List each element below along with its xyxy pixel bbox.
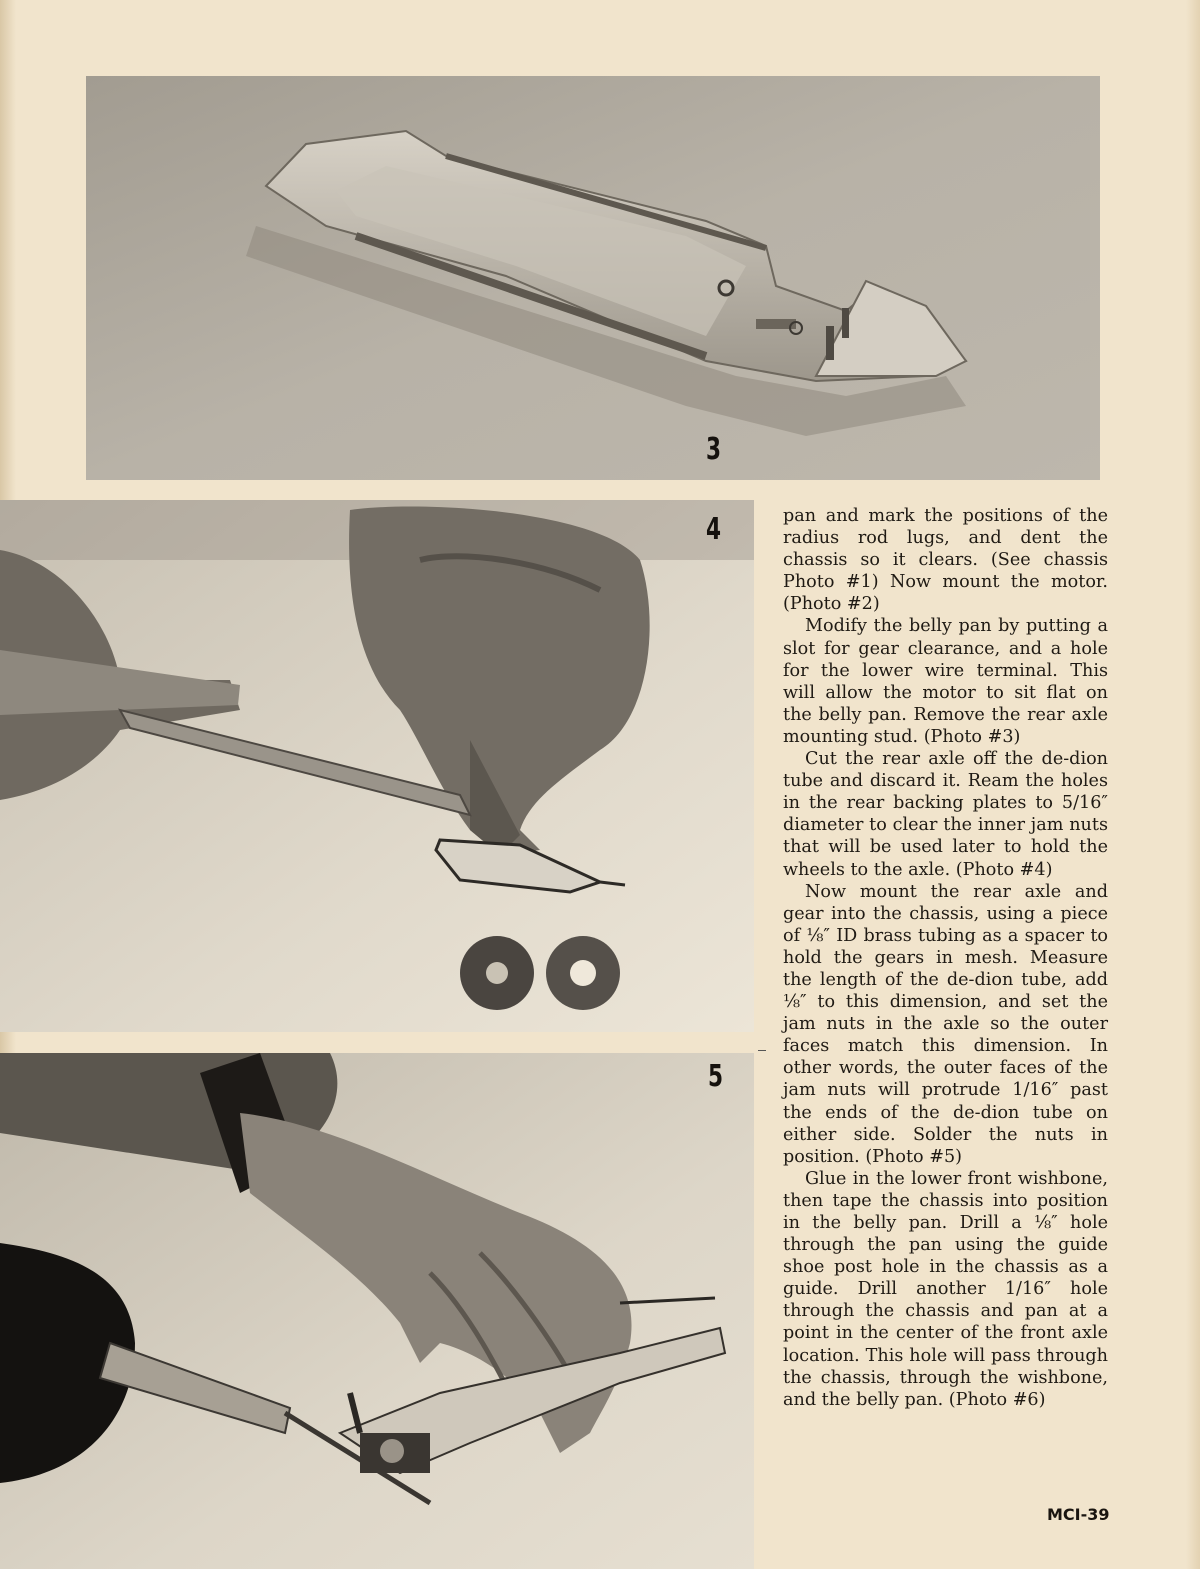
- page-edge-right: [1186, 0, 1200, 1569]
- article-paragraph-4: Now mount the rear axle and gear into the chassis, using a piece of ⅛″ ID brass tubing as a spacer to hold the gears in mesh. Measure the length of the de-dion tube, add ⅛″ to this dimension, and set the jam nuts in the axle so the outer faces match this dimension. In other words, the outer faces of the jam nuts will protrude 1/16″ past the ends of the de-dion tube on either side. Solder the nuts in position. (Photo #5): [783, 881, 1108, 1167]
- chassis-pan-photo: [86, 76, 1100, 480]
- page-folio: MCI-39: [1047, 1505, 1110, 1524]
- soldering-axle-photo: [0, 1053, 754, 1569]
- belly-pan-and-wheels-photo: [0, 500, 754, 1032]
- belly-pan-and-wheels-image: [0, 500, 754, 1032]
- soldering-axle-image: [0, 1053, 754, 1569]
- article-paragraph-1: pan and mark the positions of the radius rod lugs, and dent the chassis so it clears. (See chassis Photo #1) Now mount the motor. (Photo #2): [783, 506, 1108, 615]
- layout-tick-mark: [758, 1050, 766, 1051]
- photo-number-4: 4: [706, 512, 722, 547]
- chassis-pan-image: [86, 76, 1100, 480]
- photo-number-3: 3: [706, 432, 722, 467]
- article-paragraph-5: Glue in the lower front wishbone, then tape the chassis into position in the belly pan. Drill a ⅛″ hole through the pan using the guide shoe post hole in the chassis as a guide. Drill another 1/16″ hole through the chassis and pan at a point in the center of the front axle location. This hole will pass through the chassis, through the wishbone, and the belly pan. (Photo #6): [783, 1168, 1108, 1410]
- article-paragraph-2: Modify the belly pan by putting a slot for gear clearance, and a hole for the lower wire terminal. This will allow the motor to sit flat on the belly pan. Remove the rear axle mounting stud. (Photo #3): [783, 616, 1108, 747]
- photo-number-5: 5: [708, 1059, 724, 1094]
- article-text-column: [783, 505, 1108, 1411]
- article-paragraph-3: Cut the rear axle off the de-dion tube and discard it. Ream the holes in the rear backing plates to 5/16″ diameter to clear the inner jam nuts that will be used later to hold the wheels to the axle. (Photo #4): [783, 749, 1108, 880]
